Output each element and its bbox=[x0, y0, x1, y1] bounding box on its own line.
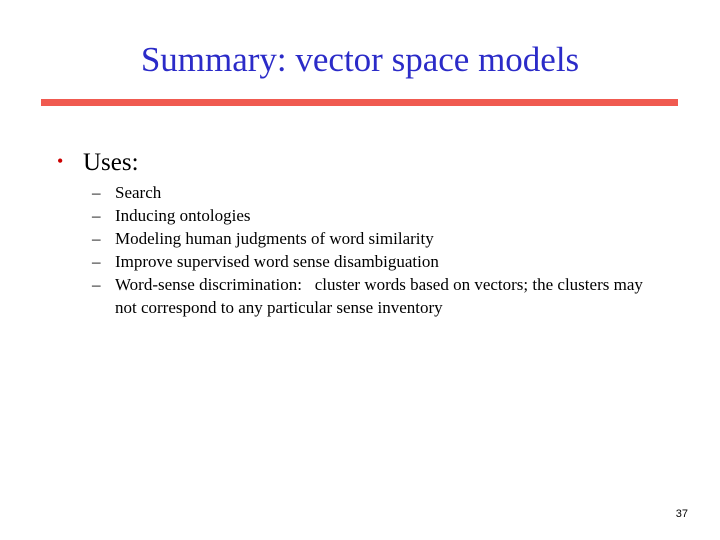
title-divider bbox=[41, 99, 678, 106]
list-item bbox=[92, 227, 652, 250]
list-item-text: Word-sense discrimination: cluster words based on vectors; the clusters may not correspond to any particular sense inventory bbox=[115, 275, 648, 317]
list-item bbox=[92, 250, 652, 273]
list-item bbox=[92, 273, 652, 319]
main-bullet-label: Uses: bbox=[83, 149, 139, 176]
list-item bbox=[92, 181, 652, 204]
page-number: 37 bbox=[675, 508, 688, 520]
dash-icon: – bbox=[92, 229, 101, 248]
list-item bbox=[92, 204, 652, 227]
list-item-text: Inducing ontologies bbox=[115, 206, 251, 225]
dash-icon: – bbox=[92, 206, 101, 225]
slide-title: Summary: vector space models bbox=[140, 40, 580, 79]
list-item-text: Improve supervised word sense disambiguation bbox=[115, 252, 439, 271]
dash-icon: – bbox=[92, 183, 101, 202]
uses-list bbox=[92, 181, 652, 319]
bullet-dot-icon: • bbox=[57, 151, 64, 171]
dash-icon: – bbox=[92, 252, 101, 271]
dash-icon: – bbox=[92, 275, 101, 294]
list-item-text: Search bbox=[115, 183, 162, 202]
list-item-text: Modeling human judgments of word similarity bbox=[115, 229, 434, 248]
main-bullet bbox=[57, 145, 139, 179]
